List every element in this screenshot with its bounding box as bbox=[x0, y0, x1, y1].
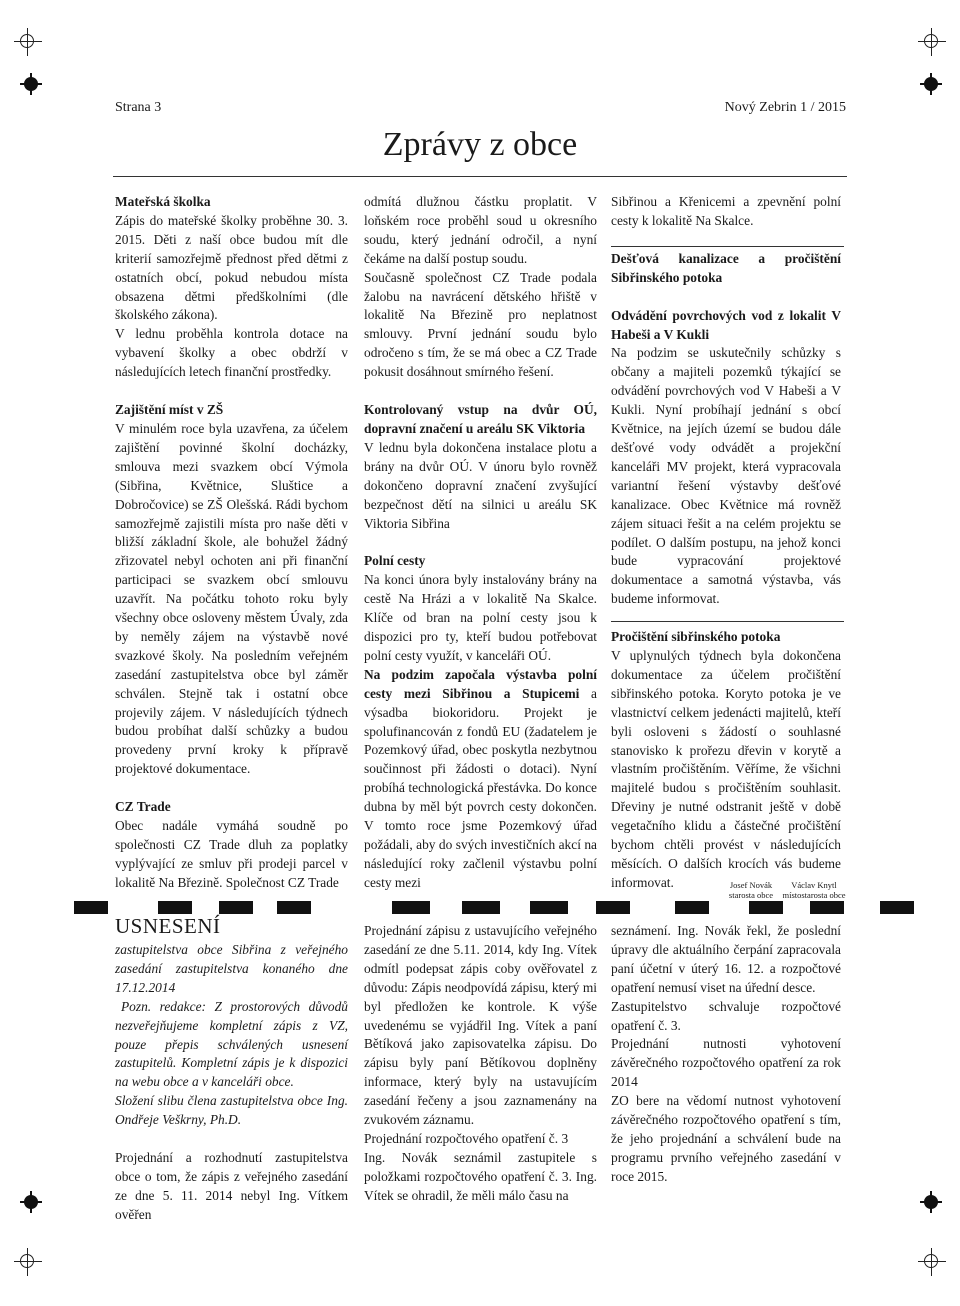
paragraph: Pozn. redakce: Z prostorových důvodů nezveřejňujeme kompletní zápis z VZ, pouze přepis schválených usnesení zastupitelů. Kompletní zápis je k dispozici na webu obce a v kanceláři obce. bbox=[115, 998, 348, 1090]
section-title-usneseni: USNESENÍ bbox=[115, 914, 221, 938]
paragraph: ZO bere na vědomí nutnost vyhotovení závěrečného rozpočtového opatření s tím, že jeho projednání a schválení bude na programu prvního veřejného zasedání v roce 2015. bbox=[611, 1093, 841, 1184]
paragraph-text: a výsadba biokoridoru. Projekt je spolufinancován z fondů EU (žadatelem je Pozemkový úřad, obec poskytla nezbytnou součinnost při žádosti o dotaci). Nyní probíhá technologická přestávka. Do konce dubna by měl být povrch cesty dokončen. V tomto roce jsme Pozemkový úřad požádali, aby do svých investičních akcí na následující roky začlenil výstavbu polní cesty mezi bbox=[364, 685, 597, 890]
crop-mark-icon bbox=[918, 28, 946, 56]
paragraph: V lednu byla dokončena instalace plotu a brány na dvůr OÚ. V únoru bylo rovněž dokončeno dopravní značení zvyšující bezpečnost dětí na silnici u areálu SK Viktoria Sibřina bbox=[364, 439, 597, 531]
paragraph: Obec nadále vymáhá soudně po společnosti CZ Trade dluh za poplatky vyplývající ze smluv při prodeji parcel v lokalitě Na Březině. Společnost CZ Trade bbox=[115, 818, 348, 890]
heading-procisteni-potoka: Pročištění sibřinského potoka bbox=[611, 629, 781, 645]
signature-name: Josef Novák bbox=[729, 880, 773, 890]
registration-mark-icon bbox=[24, 1195, 38, 1209]
title-divider bbox=[113, 176, 847, 177]
separator-bar bbox=[596, 901, 630, 914]
signature-name: Václav Knytl bbox=[791, 880, 837, 890]
signature-role: místostarosta obce bbox=[782, 890, 846, 900]
paragraph: Na podzim se uskutečnily schůzky s občany a majiteli pozemků týkající se odvádění povrchových vod V Habeši a V Kukli. Nyní probíhají jednání s obcí Květnice, na jejích území se budou dále dešťové vody odvádět a projekční kanceláři MV projekt, která vypracovala variantní řešení výstavby dešťové kanalizace. Obec Květnice má rovněž zájem situaci řešit a na celém projektu se podílet. O dalším postupu, na jehož konci bude vypracování projektové dokumentace a samotná výstavba, vás budeme informovat. bbox=[611, 345, 841, 607]
separator-bar bbox=[880, 901, 914, 914]
heading-odvadeni-vod: Odvádění povrchových vod z lokalit V Habeši a V Kukli bbox=[611, 307, 841, 342]
page-number: Strana 3 bbox=[115, 100, 162, 115]
heading-zajisteni-mist: Zajištění míst v ZŠ bbox=[115, 402, 224, 418]
signature-role: starosta obce bbox=[728, 890, 774, 900]
separator-bar bbox=[277, 901, 311, 914]
heading-kontrolovany-vstup: Kontrolovaný vstup na dvůr OÚ, dopravní značení u areálu SK Viktoria bbox=[364, 402, 597, 436]
usneseni-column-1 bbox=[115, 941, 348, 1225]
heading-materska-skolka: Mateřská školka bbox=[115, 194, 211, 209]
signature-starosta bbox=[722, 880, 780, 900]
paragraph: Zápis do mateřské školky proběhne 30. 3. 2015. Děti z naší obce budou mít dle kriterií samozřejmě přednost před dětmi z ostatních obcí, pokud nebudou místa obsazena dětmi předškolními (dle školského zákona). bbox=[115, 212, 348, 323]
paragraph: seznámení. Ing. Novák řekl, že poslední úpravy dle aktuálního čerpání zapracovala paní účetní v úterý 16. 12. a rozpočtové opatření nemusí viset na úřední desce. bbox=[611, 923, 841, 995]
separator-bar bbox=[219, 901, 253, 914]
paragraph: Sibřinou a Křenicemi a zpevnění polní cesty k lokalitě Na Skalce. bbox=[611, 194, 841, 228]
column-2 bbox=[364, 193, 597, 893]
crop-mark-icon bbox=[918, 1248, 946, 1276]
column-divider bbox=[611, 246, 844, 247]
separator-bar bbox=[810, 901, 844, 914]
paragraph: zastupitelstva obce Sibřina z veřejného zasedání zastupitelstva konaného dne 17.12.2014 bbox=[115, 942, 348, 995]
paragraph: V minulém roce byla uzavřena, za účelem zajištění povinné školní docházky, smlouva mezi svazkem obcí Výmola (Sibřina, Květnice, Sluštice a Dobročovice) se ZŠ Olešská. Rádi bychom samozřejmě zajistili místa pro naše děti v bližší základní škole, ale bohužel žádný zřizovatel nebyl ochoten ani při finanční participaci se svazkem obcí smlouvu uzavřít. Na počátku tohoto roku byly všechny obce osloveny městem Úvaly, zda by neměly zájem na výstavbě nové svazkové školy. Na posledním veřejném zasedání zastupitelstva obce byl záměr schválen. Stejně tak i ostatní obce projevily zájem. V následujících týdnech budou probíhat další schůzky a budou provedeny první kroky k přípravě projektové dokumentace. bbox=[115, 420, 348, 777]
separator-bar bbox=[462, 901, 500, 914]
paragraph bbox=[364, 666, 597, 893]
column-3 bbox=[611, 193, 841, 893]
paragraph: Složení slibu člena zastupitelstva obce Ing. Ondřeje Veškrny, Ph.D. bbox=[115, 1093, 348, 1128]
heading-destova-kanalizace: Dešťová kanalizace a pročištění Sibřinského potoka bbox=[611, 250, 841, 285]
paragraph: odmítá dlužnou částku proplatit. V loňském roce proběhl soud u okresního soudu, který jednání odročil, a nyní čekáme na další postup soudu. bbox=[364, 194, 597, 266]
crop-mark-icon bbox=[14, 1248, 42, 1276]
crop-mark-icon bbox=[14, 28, 42, 56]
paragraph: Projednání zápisu z ustavujícího veřejného zasedání ze dne 5.11. 2014, kdy Ing. Vítek odmítl podepsat zápis coby ověřovatel z důvodu: Zápis neodpovídá zápisu, který mi byl předložen ke kontrole. K výše uvedenému se vyjádřil Ing. Vítek a paní Bětíková jako zapisovatelka zápisu. Do zápisu byly paní Bětíkovou doplněny informace, který byly na ustavujícím zasedání řečeny a jsou zaznamenány na zvukovém záznamu. bbox=[364, 923, 597, 1128]
usneseni-column-3 bbox=[611, 922, 841, 1187]
issue-label: Nový Zebrin 1 / 2015 bbox=[724, 100, 846, 115]
bold-lead: Na podzim započala výstavba polní cesty mezi Sibřinou a Stupicemi bbox=[364, 666, 597, 701]
registration-mark-icon bbox=[924, 1195, 938, 1209]
heading-polni-cesty: Polní cesty bbox=[364, 553, 426, 569]
separator-bar bbox=[158, 901, 192, 914]
page-title: Zprávy z obce bbox=[382, 126, 578, 163]
paragraph: Projednání a rozhodnutí zastupitelstva obce o tom, že zápis z veřejného zasedání ze dne 5. 11. 2014 nebyl Ing. Vítkem ověřen bbox=[115, 1150, 348, 1222]
signature-mistostarosta bbox=[778, 880, 850, 900]
column-1 bbox=[115, 193, 348, 893]
separator-bar bbox=[392, 901, 430, 914]
usneseni-column-2 bbox=[364, 922, 597, 1206]
paragraph: Zastupitelstvo schvaluje rozpočtové opatření č. 3. bbox=[611, 998, 841, 1033]
separator-bar bbox=[74, 901, 108, 914]
paragraph: Projednání nutnosti vyhotovení závěrečného rozpočtového opatření za rok 2014 bbox=[611, 1036, 841, 1090]
paragraph: V uplynulých týdnech byla dokončena dokumentace za účelem pročištění sibřinského potoka. Koryto potoka je ve vlastnictví celkem jedenácti majitelů, kteří byli osloveni s žádostí o souhlasné stanovisko k prořezu dřevin v korytě a vlastním pročištěním. Věříme, že všichni majitelé budou s pročištěním souhlasit. Dřeviny je nutné odstranit ještě v době vegetačního klidu a částečné pročištění bychom chtěli provést v následujících měsících. O dalších krocích vás budeme informovat. bbox=[611, 648, 841, 890]
paragraph: Na konci února byly instalovány brány na cestě Na Hrázi a v lokalitě Na Skalce. Klíče od bran na polní cesty jsou k dispozici pro ty, kteří budou potřebovat polní cesty využít, v kanceláři OÚ. bbox=[364, 572, 597, 663]
registration-mark-icon bbox=[24, 77, 38, 91]
separator-bar bbox=[530, 901, 568, 914]
paragraph: V lednu proběhla kontrola dotace na vybavení školky a obec obdrží v následujících letech finanční prostředky. bbox=[115, 326, 348, 380]
paragraph: Ing. Novák seznámil zastupitele s položkami rozpočtového opatření č. 3. Ing. Vítek se ohradil, že měli málo času na bbox=[364, 1149, 597, 1203]
registration-mark-icon bbox=[924, 77, 938, 91]
paragraph: Projednání rozpočtového opatření č. 3 bbox=[364, 1130, 569, 1146]
column-divider bbox=[611, 621, 844, 622]
separator-bar bbox=[749, 901, 783, 914]
paragraph: Současně společnost CZ Trade podala žalobu na navrácení dětského hřiště v lokalitě Na Březině pro neplatnost smlouvy. První jednání soudu bylo odročeno s tím, že se má obec a CZ Trade pokusit dosáhnout smírného řešení. bbox=[364, 269, 597, 380]
heading-cz-trade: CZ Trade bbox=[115, 799, 171, 815]
separator-bar bbox=[675, 901, 709, 914]
